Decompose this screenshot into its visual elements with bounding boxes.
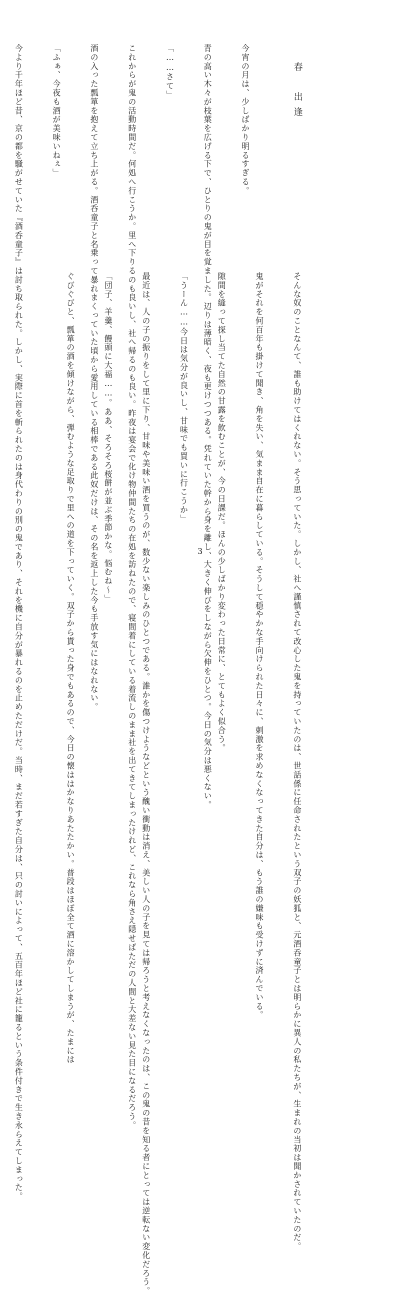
paragraph: ぐびぐびと、瓢箪の酒を傾けながら、弾むような足取りで里への道を下っていく。双子から貰った身でもあるので、今日の懐ははかなりあたたかい。普段はほぼ全て酒に溶かしてしまうが、たまには: [66, 272, 76, 1065]
paragraph: 酒の入った瓢箪を抱えて立ち上がる。酒呑童子と名乗って暴れまくっていた頃から愛用している相棒である此奴だけは、その名を返上した今も手放す気にはなれない。: [89, 44, 99, 712]
paragraph: 青の高い木々が枝葉を広げる下で、ひとりの鬼が目を覚ました。辺りは薄暗く、夜も更けつつある。凭れていた幹から身を離し、大きく伸びをしながら欠伸をひとつ。今日の気分は悪くない。: [203, 44, 213, 810]
paragraph: これからが鬼の活動時間だ。何処へ行こうか。里へ下りるのも良いし、社へ帰るのも良い。昨夜は宴会で化け物仲間たちの在処を訪ねたので、寝間着にしている着流しのまま社を出てきてしまったけれど、これなら角さえ隠せばただの人間と大差ない見た目になるだろう。: [127, 44, 137, 1130]
paragraph: 最近は、人の子の振りをして里に下り、甘味や美味い酒を買うのが、数少ない楽しみのひとつである。誰かを傷つけようなどという醜い衝動は消え、美しい人の子を見ては帰ろうと考えなくなったのは、この鬼の昔を知る者にとっては逆転ない変化だろう。: [141, 272, 151, 1296]
paragraph: 「団子、羊羹、饅頭に大福……。ああ、そろそろ桜餅が並ぶ季節かな。悩むね〜」: [103, 272, 113, 604]
paragraph: 「うーん……今日は気分が良いし、甘味でも買いに行こうか」: [179, 272, 189, 524]
paragraph: そんな奴のことなんて、誰も助けてはくれない。そう思っていた。しかし、社へ謹慎されて改心した鬼を持っていたのは、世話係に任命されたという双子の妖狐と、元酒呑童子とは明らかに異人の私たちが、生まれの当初は聞かされていたのだ。: [292, 272, 302, 1251]
paragraph: 今宵の月は、少しばかり明るすぎる。: [241, 44, 251, 196]
paragraph: 「ふぁ、今夜も酒が美味いねぇ」: [52, 44, 62, 178]
paragraph: 鬼がそれを何百年も掛けて聞き、角を失い、気まま自在に暮らしている。そうして穏やかな手向けられた日々に、刺激を求めなくなってきた自分は、もう誰の嫌味も受けずに済んでいる。: [255, 272, 265, 1020]
paragraph: 「……さて」: [165, 44, 175, 100]
page-number: 3: [197, 547, 203, 556]
paragraph: 隙間を縫って探し当てた自然の甘露を飲むことが、今の日課だ。ほんの少しばかり変わった日常に、とてもよく似合う。: [217, 272, 227, 753]
paragraph: 今より千年ほど昔、京の都を騒がせていた『酒呑童子』は討ち取られた。しかし、実際に首を斬られたのは身代わりの別の鬼であり、それを機に自分が暴れるのを止めただけだ。当時、まだ若すぎた自分は、只の討いによって、五百年ほど社に籠るという条件付きで生き永らえてしまった。: [14, 44, 24, 1201]
chapter-title: 春 出逢: [291, 62, 302, 122]
